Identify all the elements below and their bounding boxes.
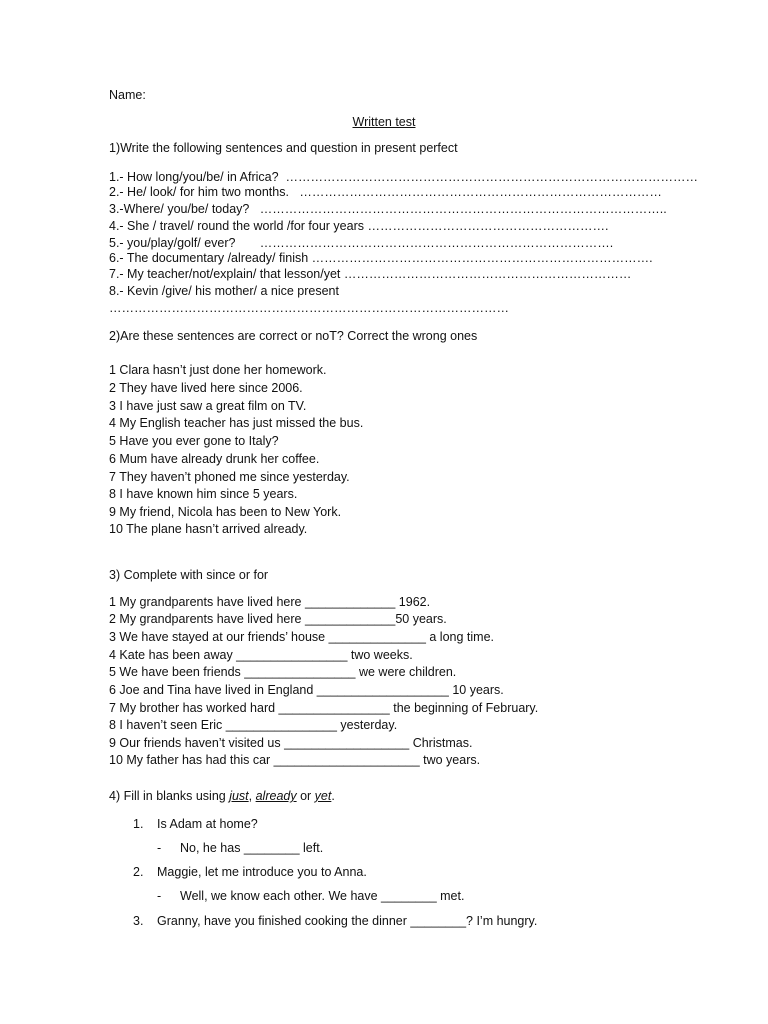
name-label: Name: (109, 88, 146, 102)
section3-item: 7 My brother has worked hard ________________ the beginning of February. (109, 701, 539, 715)
section3-item: 1 My grandparents have lived here _____________ 1962. (109, 595, 431, 609)
page-title: Written test (352, 115, 416, 129)
section3-item: 9 Our friends haven’t visited us __________________ Christmas. (109, 736, 473, 750)
section4-answer: No, he has ________ left. (180, 841, 324, 855)
section4-item-number: 3. (133, 914, 144, 928)
section3-item: 4 Kate has been away ________________ two weeks. (109, 648, 413, 662)
section1-item: 3.-Where/ you/be/ today? …………………………………………………………………………………….. (109, 202, 667, 216)
word-already: already (255, 789, 297, 803)
section2-item: 10 The plane hasn’t arrived already. (109, 522, 308, 536)
section2-item: 5 Have you ever gone to Italy? (109, 434, 279, 448)
section1-item: 4.- She / travel/ round the world /for four years …………………………………………………. (109, 219, 609, 233)
section1-item: 1.- How long/you/be/ in Africa? ……………………………………………………………………………………… (109, 170, 698, 184)
section4-answer: Well, we know each other. We have ________ met. (180, 889, 465, 903)
section1-heading: 1)Write the following sentences and question in present perfect (109, 141, 458, 155)
section2-item: 8 I have known him since 5 years. (109, 487, 298, 501)
section3-heading: 3) Complete with since or for (109, 568, 269, 582)
section4-item-number: 2. (133, 865, 144, 879)
section1-item: 2.- He/ look/ for him two months. …………………………………………………………………………… (109, 185, 662, 199)
section4-or: or (296, 789, 315, 803)
section3-item: 5 We have been friends ________________ we were children. (109, 665, 457, 679)
section4-item-number: 1. (133, 817, 144, 831)
section1-item: 8.- Kevin /give/ his mother/ a nice present (109, 284, 339, 298)
section2-item: 9 My friend, Nicola has been to New York. (109, 505, 342, 519)
section4-heading-prefix: 4) Fill in blanks using (109, 789, 230, 803)
section3-item: 6 Joe and Tina have lived in England ___________________ 10 years. (109, 683, 504, 697)
section4-question: Is Adam at home? (157, 817, 258, 831)
section3-item: 2 My grandparents have lived here _____________50 years. (109, 612, 447, 626)
section4-dash: - (157, 841, 162, 855)
section2-item: 3 I have just saw a great film on TV. (109, 399, 307, 413)
section2-item: 1 Clara hasn’t just done her homework. (109, 363, 327, 377)
section1-item: 7.- My teacher/not/explain/ that lesson/yet …………………………………………………………… (109, 267, 632, 281)
section4-period: . (331, 789, 335, 803)
section4-dash: - (157, 889, 162, 903)
section3-item: 8 I haven’t seen Eric ________________ yesterday. (109, 718, 398, 732)
section4-question: Granny, have you finished cooking the dinner ________? I’m hungry. (157, 914, 538, 928)
section3-item: 10 My father has had this car _____________________ two years. (109, 753, 481, 767)
section1-item: 6.- The documentary /already/ finish ………………………………………………………………………. (109, 251, 653, 265)
section4-comma: , (248, 789, 256, 803)
word-just: just (229, 789, 249, 803)
section2-heading: 2)Are these sentences are correct or noT? Correct the wrong ones (109, 329, 478, 343)
section2-item: 4 My English teacher has just missed the bus. (109, 416, 364, 430)
section2-item: 2 They have lived here since 2006. (109, 381, 303, 395)
section2-item: 7 They haven’t phoned me since yesterday. (109, 470, 350, 484)
section3-item: 3 We have stayed at our friends’ house ______________ a long time. (109, 630, 494, 644)
section4-heading (109, 788, 335, 806)
word-yet: yet (314, 789, 332, 803)
section2-item: 6 Mum have already drunk her coffee. (109, 452, 320, 466)
section4-question: Maggie, let me introduce you to Anna. (157, 865, 367, 879)
section1-answer-line: …………………………………………………………………………………… (109, 301, 509, 315)
section1-item: 5.- you/play/golf/ ever? …………………………………………………………………………. (109, 236, 614, 250)
